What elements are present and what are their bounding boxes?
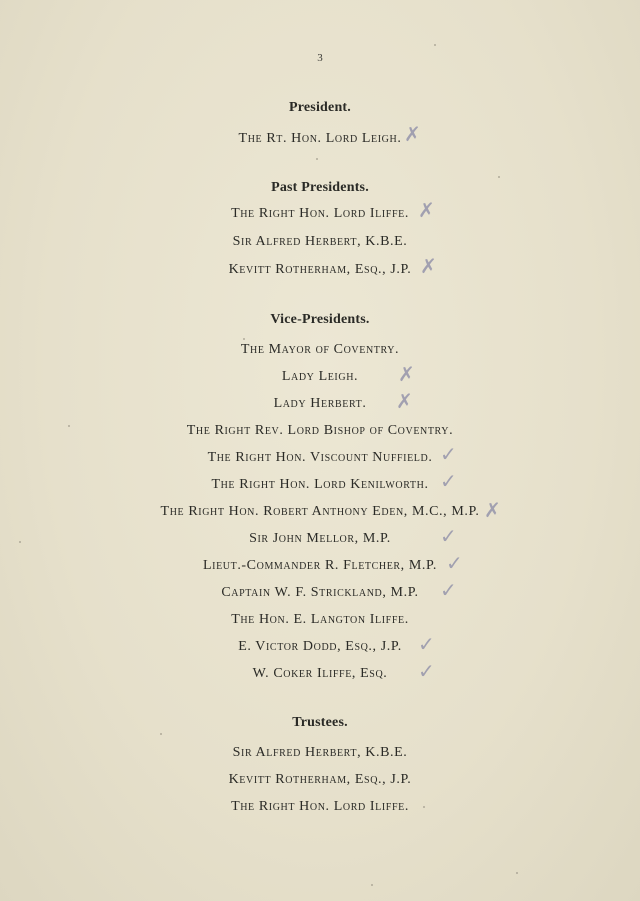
pencil-check-mark: ✓ bbox=[446, 551, 463, 575]
vice-president-entry: Lady Leigh. bbox=[281, 369, 359, 384]
vice-president-entry: The Right Hon. Robert Anthony Eden, M.C., M.P. bbox=[160, 504, 480, 519]
pencil-check-mark: ✓ bbox=[440, 578, 457, 602]
vice-president-entry: W. Coker Iliffe, Esq. bbox=[252, 666, 388, 681]
heading-past-presidents: Past Presidents. bbox=[271, 180, 369, 195]
vice-president-entry: E. Victor Dodd, Esq., J.P. bbox=[238, 639, 402, 654]
past-president-entry: Kevitt Rotherham, Esq., J.P. bbox=[228, 262, 412, 277]
pencil-check-mark: ✗ bbox=[404, 122, 421, 146]
vice-president-entry: Captain W. F. Strickland, M.P. bbox=[221, 585, 419, 600]
vice-president-entry: The Right Hon. Lord Kenilworth. bbox=[211, 477, 429, 492]
heading-trustees: Trustees. bbox=[292, 715, 348, 730]
vice-president-entry: The Mayor of Coventry. bbox=[240, 342, 400, 357]
paper-speck bbox=[68, 425, 70, 427]
trustee-entry: Sir Alfred Herbert, K.B.E. bbox=[232, 745, 408, 760]
paper-speck bbox=[19, 541, 21, 543]
pencil-check-mark: ✗ bbox=[420, 254, 437, 278]
paper-speck bbox=[316, 158, 318, 160]
paper-speck bbox=[371, 884, 373, 886]
heading-vice-presidents: Vice-Presidents. bbox=[270, 312, 370, 327]
page-number: 3 bbox=[317, 52, 323, 64]
heading-president: President. bbox=[288, 100, 351, 115]
paper-speck bbox=[160, 733, 162, 735]
vice-president-entry: The Hon. E. Langton Iliffe. bbox=[231, 612, 409, 627]
paper-speck bbox=[243, 338, 245, 340]
vice-president-entry: The Right Hon. Viscount Nuffield. bbox=[207, 450, 433, 465]
vice-president-entry: Lieut.-Commander R. Fletcher, M.P. bbox=[203, 558, 437, 573]
past-president-entry: Sir Alfred Herbert, K.B.E. bbox=[232, 234, 408, 249]
pencil-check-mark: ✓ bbox=[418, 659, 435, 683]
pencil-check-mark: ✓ bbox=[418, 632, 435, 656]
past-president-entry: The Right Hon. Lord Iliffe. bbox=[231, 206, 409, 221]
paper-speck bbox=[434, 44, 436, 46]
vice-president-entry: Lady Herbert. bbox=[273, 396, 367, 411]
paper-speck bbox=[498, 176, 500, 178]
paper-speck bbox=[423, 806, 425, 808]
vice-president-entry: Sir John Mellor, M.P. bbox=[249, 531, 391, 546]
trustee-entry: Kevitt Rotherham, Esq., J.P. bbox=[228, 772, 412, 787]
pencil-check-mark: ✗ bbox=[484, 498, 501, 522]
vice-president-entry: The Right Rev. Lord Bishop of Coventry. bbox=[186, 423, 454, 438]
pencil-check-mark: ✓ bbox=[440, 469, 457, 493]
pencil-check-mark: ✗ bbox=[396, 389, 413, 413]
pencil-check-mark: ✓ bbox=[440, 524, 457, 548]
pencil-check-mark: ✗ bbox=[398, 362, 415, 386]
paper-speck bbox=[516, 872, 518, 874]
pencil-check-mark: ✓ bbox=[440, 442, 457, 466]
pencil-check-mark: ✗ bbox=[418, 198, 435, 222]
president-entry: The Rt. Hon. Lord Leigh. bbox=[238, 131, 402, 146]
trustee-entry: The Right Hon. Lord Iliffe. bbox=[231, 799, 409, 814]
